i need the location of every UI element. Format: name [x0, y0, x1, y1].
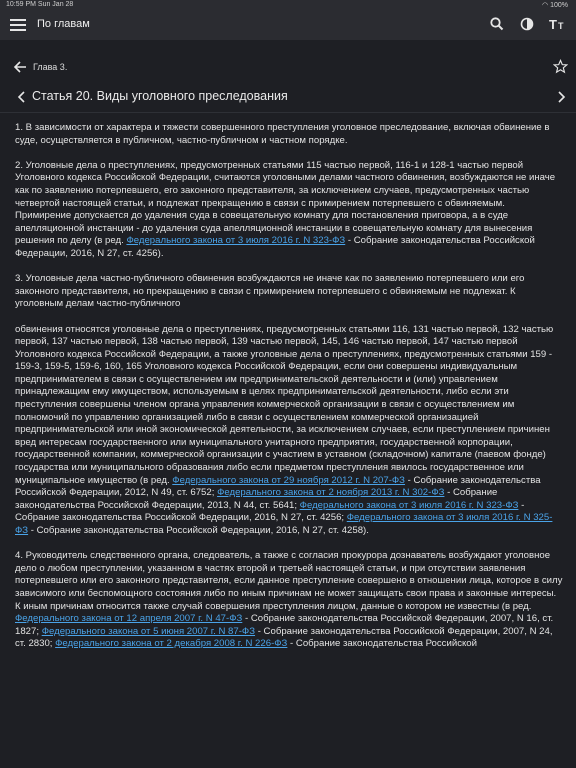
article-body — [15, 122, 563, 664]
article-title: Статья 20. Виды уголовного преследования — [32, 89, 288, 103]
law-reference-link[interactable]: Федерального закона от 5 июня 2007 г. N 87-ФЗ — [41, 625, 256, 637]
chapter-row[interactable] — [0, 58, 576, 78]
app-bar — [0, 10, 576, 40]
law-reference-link[interactable]: Федерального закона от 12 апреля 2007 г. N 47-ФЗ — [15, 613, 243, 625]
back-arrow-icon[interactable] — [13, 60, 27, 74]
wifi-icon: ◠ — [542, 2, 549, 9]
next-article-icon[interactable] — [556, 90, 566, 104]
law-reference-link[interactable]: Федерального закона от 3 июля 2016 г. N 323-ФЗ — [126, 235, 346, 247]
contrast-icon[interactable] — [519, 16, 535, 32]
paragraph-text: 1. В зависимости от характера и тяжести совершенного преступления уголовное преследование, включая обвинение в суде, осуществляется в публичном, частно-публичном и частном порядке. — [15, 122, 550, 146]
law-reference-link[interactable]: Федерального закона от 2 ноября 2013 г. N 302-ФЗ — [217, 487, 445, 499]
svg-text:T: T — [549, 17, 557, 32]
paragraph-text: - Собрание законодательства Российской — [287, 638, 477, 650]
battery-percent: 100% — [550, 2, 568, 9]
status-battery — [542, 1, 568, 9]
law-reference-link[interactable]: Федерального закона от 3 июля 2016 г. N 325-ФЗ — [15, 512, 553, 536]
paragraph-text: 4. Руководитель следственного органа, следователь, а также с согласия прокурора дознаватель возбуждают уголовное дело о любом преступлении, указанном в частях второй и третьей настоящей статьи, и при отсутствии заявления потерпевшего или его законного представителя, если данное преступление совершено в отношении лица, которое в силу зависимого или беспомощного состояния либо по иным причинам не может защищать свои права и законные интересы. К иным причинам относится также случай совершения преступления лицом, данные о котором не известны (в ред. — [15, 550, 563, 612]
paragraph-text: - Собрание законодательства Российской Федерации, 2016, N 27, ст. 4258). — [28, 525, 369, 536]
paragraph-text: - Собрание законодательства Российской Федерации, 2016, N 27, ст. 4256; — [15, 499, 525, 524]
bookmark-star-icon[interactable] — [553, 59, 568, 74]
previous-article-icon[interactable] — [17, 90, 27, 104]
paragraph-text: обвинения относятся уголовные дела о преступлениях, предусмотренных статьями 116, 131 частью первой, 132 частью первой, 137 частью первой, 138 частью первой, 139 частью первой, 145, 146 частью первой, 147 частью первой Уголовного кодекса Российской Федерации, а также уголовные дела о преступлениях, предусмотренных статьями 159 - 159-3, 159-5, 159-6, 160, 165 Уголовного кодекса Российской Федерации, если они совершены индивидуальным предпринимателем в связи с осуществлением им предпринимательской деятельности и (или) управлением принадлежащим ему имуществом, используемым в целях предпринимательской деятельности, либо если эти преступления совершены членом органа управления коммерческой организации в связи с осуществлением им полномочий по управлению организацией либо в связи с осуществлением коммерческой организацией предпринимательской или иной экономической деятельности, за исключением случаев, если преступлением причинен вред интересам государственного или муниципального унитарного предприятия, государственной корпорации, государственной компании, коммерческой организации с участием в уставном (складочном) капитале (паевом фонде) государства или муниципального образования либо если предметом преступления явилось государственное или муниципальное имущество (в ред. — [15, 323, 554, 486]
svg-text:T: T — [558, 21, 564, 31]
app-title: По главам — [37, 18, 90, 30]
navigation-bar — [0, 40, 576, 113]
status-time: 10:59 PM Sun Jan 28 — [6, 1, 74, 8]
paragraph-text: - Собрание законодательства Российской Федерации, 2012, N 49, ст. 6752; — [15, 474, 541, 499]
search-icon[interactable] — [489, 16, 505, 32]
paragraph-text: - Собрание законодательства Российской Федерации, 2013, N 44, ст. 5641; — [15, 487, 498, 511]
status-bar — [0, 0, 576, 10]
law-reference-link[interactable]: Федерального закона от 29 ноября 2012 г. N 207-ФЗ — [172, 474, 405, 486]
law-reference-link[interactable]: Федерального закона от 2 декабря 2008 г. N 226-ФЗ — [55, 638, 288, 650]
paragraph-text: - Собрание законодательства Российской Федерации, 2007, N 24, ст. 2830; — [15, 625, 553, 650]
chapter-label: Глава 3. — [33, 62, 68, 72]
paragraph-text: 2. Уголовные дела о преступлениях, предусмотренных статьями 115 частью первой, 116-1 и 128-1 частью первой Уголовного кодекса Российской Федерации, считаются уголовными делами частного обвинения, возбуждаются не иначе как по заявлению потерпевшего, его законного представителя, за исключением случаев, предусмотренных частью четвертой настоящей статьи, и подлежат прекращению в связи с примирением потерпевшего с обвиняемым. Примирение допускается до удаления суда в совещательную комнату для постановления приговора, а в суде апелляционной инстанции - до удаления суда апелляционной инстанции в совещательную комнату для вынесения решения по делу (в ред. — [15, 159, 556, 247]
paragraph-text: 3. Уголовные дела частно-публичного обвинения возбуждаются не иначе как по заявлению потерпевшего или его законного представителя, но прекращению в связи с примирением потерпевшего с обвиняемым не подлежат. К уголовным делам частно-публичного — [15, 273, 525, 310]
article-paragraph — [15, 160, 563, 261]
paragraph-text: - Собрание законодательства Российской Федерации, 2016, N 27, ст. 4256). — [15, 235, 535, 259]
article-row — [0, 86, 576, 108]
article-paragraph — [15, 122, 563, 147]
text-size-icon[interactable] — [549, 16, 565, 32]
article-paragraph — [15, 324, 563, 538]
article-paragraph — [15, 273, 563, 311]
law-reference-link[interactable]: Федерального закона от 3 июля 2016 г. N 323-ФЗ — [299, 499, 519, 511]
paragraph-text: - Собрание законодательства Российской Федерации, 2007, N 16, ст. 1827; — [15, 613, 554, 637]
article-paragraph — [15, 550, 563, 651]
hamburger-menu-icon[interactable] — [10, 16, 26, 32]
